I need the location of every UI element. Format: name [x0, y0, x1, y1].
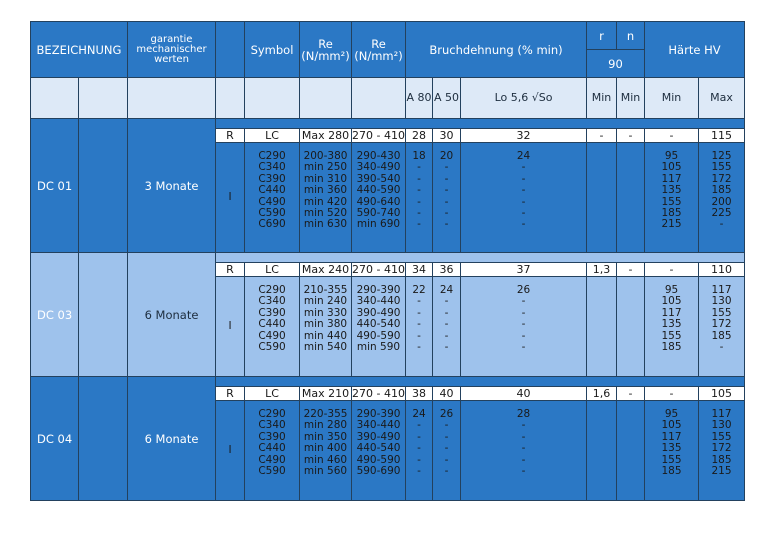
garantie-value: 6 Monate: [128, 253, 216, 377]
i-hv_max: 125: [711, 150, 732, 162]
i-re: 210-355: [303, 284, 348, 296]
col-bezeichnung: BEZEICHNUNG: [31, 22, 128, 78]
i-a80: -: [417, 195, 421, 208]
r-symbol: LC: [245, 263, 300, 277]
i-lo: -: [521, 430, 526, 443]
i-hv_min-list: [645, 401, 699, 501]
i-lo: -: [521, 195, 526, 208]
i-a50: -: [444, 329, 449, 342]
i-lo: -: [521, 341, 526, 354]
col-re: Re (N/mm²): [300, 22, 352, 78]
r-hv_max: 115: [699, 129, 745, 143]
i-hv_max: 225: [711, 207, 732, 220]
i-hv_min: 135: [661, 442, 682, 455]
i-rm: 440-540: [356, 318, 401, 331]
i-n-empty: [617, 277, 645, 377]
i-a80: -: [417, 306, 421, 319]
i-rm: 340-440: [356, 295, 401, 308]
sub-n-min: Min: [617, 78, 645, 119]
i-n-empty: [617, 143, 645, 253]
r-n: -: [617, 129, 645, 143]
i-a50: -: [444, 218, 449, 231]
i-symbol: C490: [258, 453, 286, 466]
i-a50: -: [444, 419, 449, 432]
i-a80-list: [406, 143, 433, 253]
i-hv_min: 185: [661, 341, 682, 354]
grade-blank: [79, 253, 128, 377]
i-a50: 24: [439, 284, 454, 296]
i-hv_min: 95: [664, 408, 679, 420]
i-hv_min: 185: [661, 465, 682, 478]
i-hv_max: 185: [711, 453, 732, 466]
i-symbol: C390: [258, 172, 286, 185]
i-rm: 590-740: [356, 207, 401, 220]
i-a80: -: [417, 442, 421, 455]
i-hv_min: 117: [661, 306, 682, 319]
i-r-empty: [587, 401, 617, 501]
i-lo-list: [461, 401, 587, 501]
i-hv_max: 215: [711, 465, 732, 478]
i-rm: 340-490: [356, 161, 401, 174]
i-a80: -: [417, 430, 421, 443]
r-lo: 32: [461, 129, 587, 143]
i-lo: -: [521, 295, 526, 308]
i-a80: -: [417, 341, 421, 354]
i-hv_min: 105: [661, 419, 682, 432]
i-symbol: C290: [258, 284, 286, 296]
i-type: I: [216, 143, 245, 253]
i-a80: 22: [412, 284, 426, 296]
i-lo-list: [461, 143, 587, 253]
i-symbol-list: [245, 143, 300, 253]
i-lo: -: [521, 329, 526, 342]
i-re: min 240: [303, 295, 348, 308]
i-hv_max: 185: [711, 184, 732, 197]
i-hv_min: 155: [661, 329, 682, 342]
i-lo: -: [521, 207, 526, 220]
i-a80-list: [406, 401, 433, 501]
grade-name: DC 01: [31, 119, 79, 253]
col-bruchdehnung: Bruchdehnung (% min): [406, 22, 587, 78]
i-symbol: C290: [258, 408, 286, 420]
i-re: min 250: [303, 161, 348, 174]
i-re: 200-380: [303, 150, 348, 162]
i-hv_min: 155: [661, 195, 682, 208]
i-rm: 490-590: [356, 329, 401, 342]
i-hv_max: 172: [711, 442, 732, 455]
i-a50: -: [444, 465, 449, 478]
grade-blank: [79, 377, 128, 501]
i-lo-list: [461, 277, 587, 377]
i-hv_max-list: [699, 401, 745, 501]
i-a50: -: [444, 306, 449, 319]
i-rm: 490-590: [356, 453, 401, 466]
i-a80: -: [417, 161, 421, 174]
i-re: min 330: [303, 306, 348, 319]
r-type: R: [216, 387, 245, 401]
i-a50: -: [444, 430, 449, 443]
i-rm: 340-440: [356, 419, 401, 432]
r-a50: 30: [433, 129, 461, 143]
i-a80: -: [417, 329, 421, 342]
i-hv_max: -: [719, 341, 724, 354]
i-lo: 24: [516, 150, 531, 162]
i-a80: -: [417, 465, 421, 478]
i-symbol: C490: [258, 329, 286, 342]
i-hv_min: 135: [661, 184, 682, 197]
i-re: min 630: [303, 218, 348, 231]
i-hv_max: 117: [711, 284, 732, 296]
r-r: 1,6: [587, 387, 617, 401]
r-type: R: [216, 263, 245, 277]
i-a80: 18: [412, 150, 426, 162]
r-hv_min: -: [645, 129, 699, 143]
i-lo: -: [521, 184, 526, 197]
i-symbol: C440: [258, 318, 286, 331]
i-lo: -: [521, 453, 526, 466]
table-body: [31, 119, 745, 501]
i-symbol: C590: [258, 341, 286, 354]
i-r-empty: [587, 143, 617, 253]
i-a50: -: [444, 295, 449, 308]
i-lo: -: [521, 161, 526, 174]
i-re: min 310: [303, 172, 348, 185]
i-hv_min: 155: [661, 453, 682, 466]
i-hv_min: 117: [661, 172, 682, 185]
i-hv_max: 117: [711, 408, 732, 420]
i-hv_max: 130: [711, 295, 732, 308]
i-rm: 290-390: [356, 284, 401, 296]
group-spacer-row: [31, 119, 745, 129]
col-r: r: [587, 22, 617, 50]
i-lo: -: [521, 419, 526, 432]
i-rm: 390-540: [356, 172, 401, 185]
subheader-row: [31, 78, 745, 119]
i-symbol-list: [245, 277, 300, 377]
i-lo: -: [521, 465, 526, 478]
r-re: Max 280: [300, 129, 352, 143]
r-hv_min: -: [645, 387, 699, 401]
r-a50: 36: [433, 263, 461, 277]
i-a80: -: [417, 318, 421, 331]
group-spacer-row: [31, 377, 745, 387]
i-a80-list: [406, 277, 433, 377]
i-symbol: C390: [258, 306, 286, 319]
grade-name: DC 03: [31, 253, 79, 377]
r-lo: 40: [461, 387, 587, 401]
i-a80: 24: [412, 408, 426, 420]
i-a80: -: [417, 207, 421, 220]
r-n: -: [617, 263, 645, 277]
i-re: min 400: [303, 442, 348, 455]
i-lo: -: [521, 442, 526, 455]
sub-a50: A 50: [433, 78, 461, 119]
i-a50: -: [444, 161, 449, 174]
r-symbol: LC: [245, 129, 300, 143]
r-a80: 38: [406, 387, 433, 401]
i-a80: -: [417, 172, 421, 185]
i-symbol: C490: [258, 195, 286, 208]
i-rm: 390-490: [356, 306, 401, 319]
i-a50: -: [444, 207, 449, 220]
col-symbol: Symbol: [245, 22, 300, 78]
i-rm: 490-640: [356, 195, 401, 208]
i-symbol: C590: [258, 207, 286, 220]
i-lo: -: [521, 318, 526, 331]
i-symbol: C690: [258, 218, 286, 231]
r-hv_max: 110: [699, 263, 745, 277]
i-hv_max-list: [699, 277, 745, 377]
grade-name: DC 04: [31, 377, 79, 501]
i-hv_max: 130: [711, 419, 732, 432]
r-lo: 37: [461, 263, 587, 277]
i-rm-list: [352, 143, 406, 253]
r-r: -: [587, 129, 617, 143]
group-spacer-row: [31, 253, 745, 263]
i-hv_min: 117: [661, 430, 682, 443]
r-rm: 270 - 410: [352, 129, 405, 142]
i-re-list: [300, 143, 352, 253]
i-a50: -: [444, 318, 449, 331]
r-hv_min: -: [645, 263, 699, 277]
i-hv_max: 172: [711, 318, 732, 331]
i-a80: -: [417, 218, 421, 231]
i-hv_max: 172: [711, 172, 732, 185]
i-a80: -: [417, 453, 421, 466]
i-hv_min: 185: [661, 207, 682, 220]
i-a50: -: [444, 184, 449, 197]
i-a50: -: [444, 172, 449, 185]
i-rm: min 590: [356, 341, 401, 354]
sub-lo: Lo 5,6 √So: [461, 78, 587, 119]
i-symbol: C590: [258, 465, 286, 478]
i-rm: 440-540: [356, 442, 401, 455]
r-rm: 270 - 410: [352, 263, 405, 276]
i-hv_min: 105: [661, 161, 682, 174]
i-a50: 26: [439, 408, 454, 420]
i-a50: 20: [439, 150, 454, 162]
r-r: 1,3: [587, 263, 617, 277]
i-lo: -: [521, 172, 526, 185]
r-re: Max 240: [300, 263, 352, 277]
i-hv_min: 105: [661, 295, 682, 308]
col-garantie: garantie mechanischer werten: [128, 22, 216, 78]
r-rm: 270 - 410: [352, 387, 405, 400]
sub-a80: A 80: [406, 78, 433, 119]
grade-blank: [79, 119, 128, 253]
i-re: min 360: [303, 184, 348, 197]
i-re: min 280: [303, 419, 348, 432]
i-re-list: [300, 401, 352, 501]
col-r90: 90: [587, 50, 645, 78]
i-symbol: C340: [258, 161, 286, 174]
i-re: min 460: [303, 453, 348, 466]
i-type: I: [216, 277, 245, 377]
i-type: I: [216, 401, 245, 501]
r-a80: 28: [406, 129, 433, 143]
i-a50-list: [433, 277, 461, 377]
i-lo: -: [521, 306, 526, 319]
i-symbol: C390: [258, 430, 286, 443]
i-re: min 380: [303, 318, 348, 331]
r-n: -: [617, 387, 645, 401]
i-symbol: C340: [258, 295, 286, 308]
i-re: min 420: [303, 195, 348, 208]
i-n-empty: [617, 401, 645, 501]
i-symbol: C290: [258, 150, 286, 162]
i-rm-list: [352, 401, 406, 501]
i-symbol: C440: [258, 184, 286, 197]
col-haerte: Härte HV: [645, 22, 745, 78]
header-row: [31, 22, 745, 50]
i-rm: 390-490: [356, 430, 401, 443]
r-a50: 40: [433, 387, 461, 401]
i-hv_min: 95: [664, 150, 679, 162]
i-hv_min: 95: [664, 284, 679, 296]
i-symbol-list: [245, 401, 300, 501]
i-re: min 560: [303, 465, 348, 478]
steel-properties-table: [30, 21, 745, 501]
i-hv_min-list: [645, 277, 699, 377]
i-lo: -: [521, 218, 526, 231]
r-type: R: [216, 129, 245, 143]
i-hv_max: 155: [711, 161, 732, 174]
i-hv_max: 200: [711, 195, 732, 208]
i-a50: -: [444, 341, 449, 354]
i-lo: 26: [516, 284, 531, 296]
i-hv_min: 215: [661, 218, 682, 231]
i-hv_max: 155: [711, 430, 732, 443]
i-hv_max: 155: [711, 306, 732, 319]
i-hv_max: -: [719, 218, 724, 231]
i-a80: -: [417, 184, 421, 197]
i-rm: min 690: [356, 218, 401, 231]
i-re-list: [300, 277, 352, 377]
garantie-value: 3 Monate: [128, 119, 216, 253]
i-a50-list: [433, 143, 461, 253]
i-hv_min: 135: [661, 318, 682, 331]
i-rm: 440-590: [356, 184, 401, 197]
r-symbol: LC: [245, 387, 300, 401]
i-re: min 440: [303, 329, 348, 342]
sub-hv-max: Max: [699, 78, 745, 119]
i-rm: 290-430: [356, 150, 401, 162]
i-rm: 590-690: [356, 465, 401, 478]
i-rm-list: [352, 277, 406, 377]
i-symbol: C440: [258, 442, 286, 455]
i-re: 220-355: [303, 408, 348, 420]
i-a50-list: [433, 401, 461, 501]
i-hv_max-list: [699, 143, 745, 253]
i-re: min 350: [303, 430, 348, 443]
i-lo: 28: [516, 408, 531, 420]
garantie-value: 6 Monate: [128, 377, 216, 501]
i-hv_max: 185: [711, 329, 732, 342]
r-hv_max: 105: [699, 387, 745, 401]
i-re: min 540: [303, 341, 348, 354]
i-hv_min-list: [645, 143, 699, 253]
sub-r-min: Min: [587, 78, 617, 119]
col-type-spacer: [216, 22, 245, 78]
i-re: min 520: [303, 207, 348, 220]
r-a80: 34: [406, 263, 433, 277]
i-a80: -: [417, 295, 421, 308]
i-rm: 290-390: [356, 408, 401, 420]
sub-hv-min: Min: [645, 78, 699, 119]
col-n: n: [617, 22, 645, 50]
i-a50: -: [444, 195, 449, 208]
i-symbol: C340: [258, 419, 286, 432]
col-rm: Re (N/mm²): [352, 22, 406, 78]
r-re: Max 210: [300, 387, 352, 401]
i-r-empty: [587, 277, 617, 377]
i-a80: -: [417, 419, 421, 432]
i-a50: -: [444, 442, 449, 455]
i-a50: -: [444, 453, 449, 466]
